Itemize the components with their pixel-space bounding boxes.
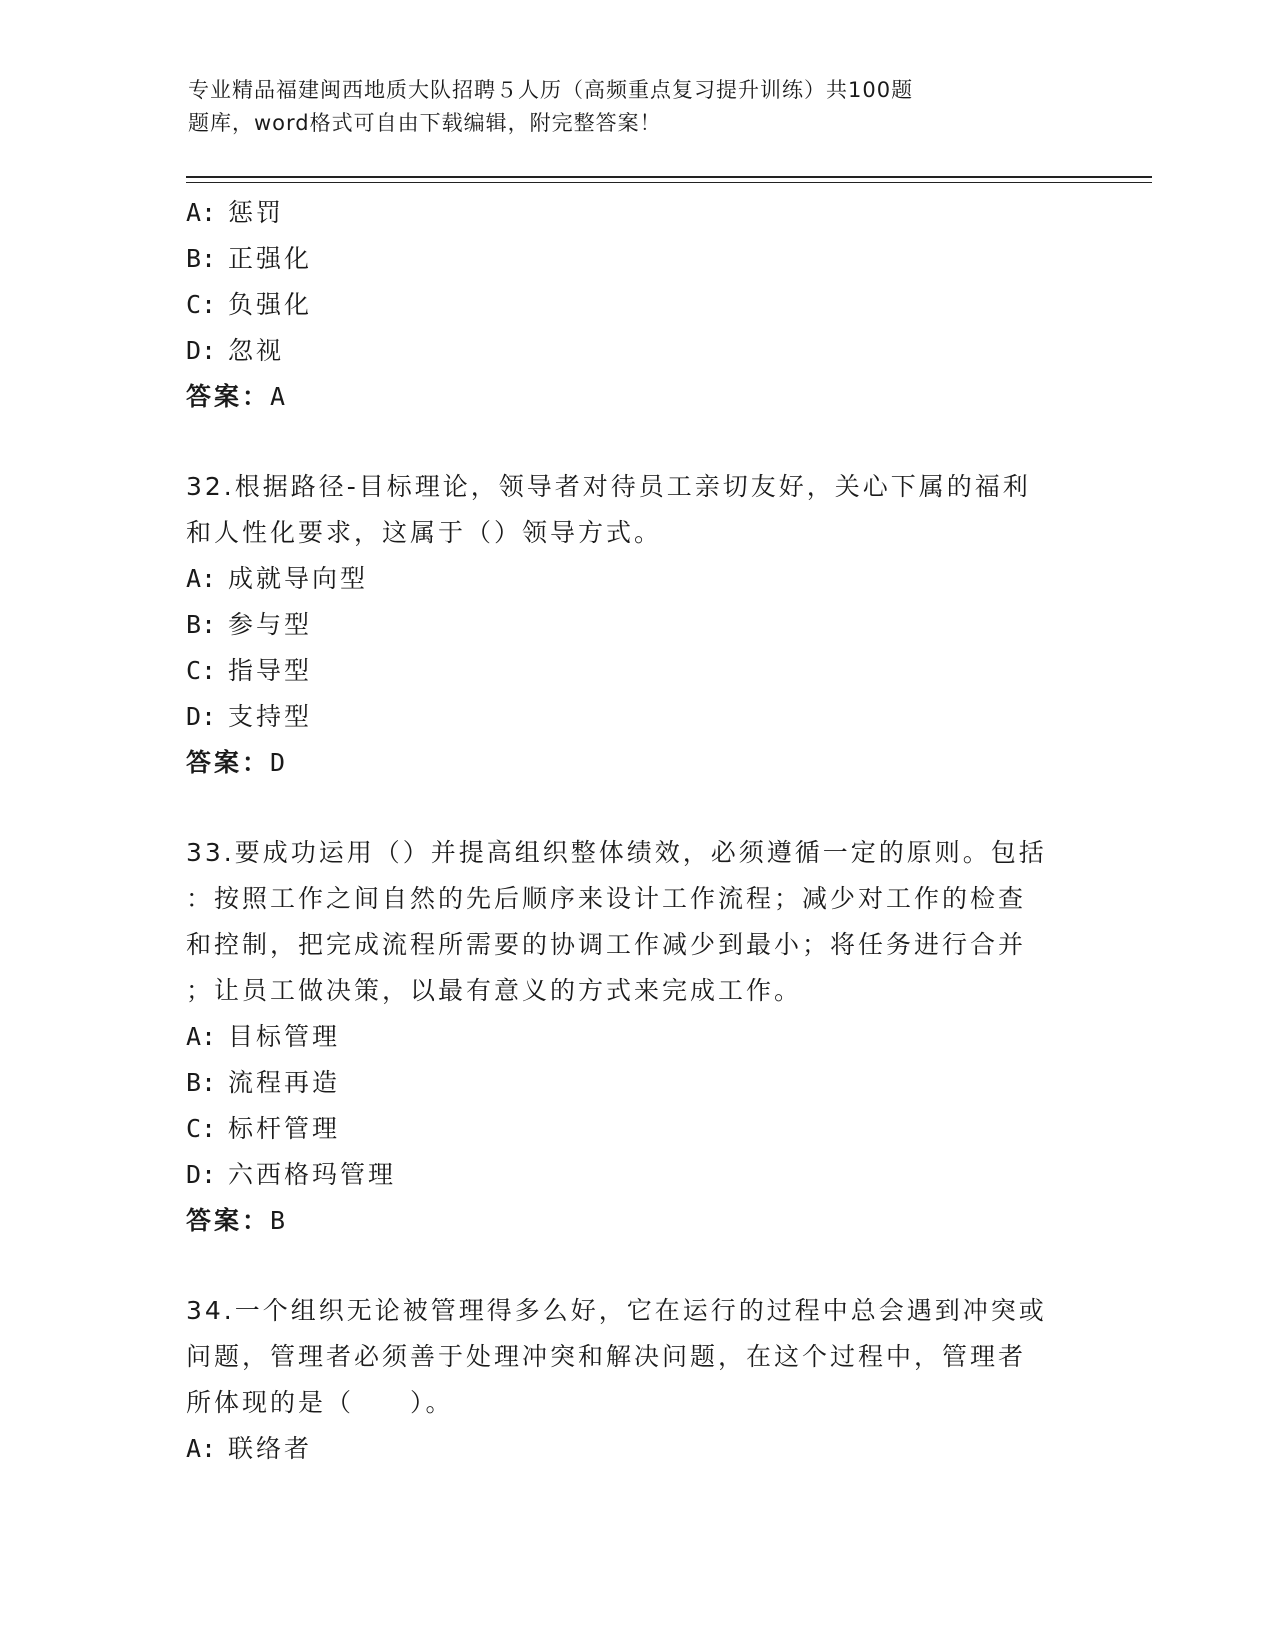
option-d <box>186 694 1086 740</box>
option-text: 流程再造 <box>228 1068 341 1097</box>
option-text: 成就导向型 <box>228 564 369 593</box>
option-a <box>186 1014 1086 1060</box>
answer-label: 答案： <box>186 382 271 411</box>
answer-label: 答案： <box>186 1206 271 1235</box>
option-letter: B: <box>186 244 217 273</box>
option-d <box>186 1152 1086 1198</box>
option-letter: B: <box>186 610 217 639</box>
question-content <box>186 190 1086 1472</box>
option-letter: A: <box>186 564 217 593</box>
question-spacer <box>186 1244 1086 1288</box>
option-c <box>186 1106 1086 1152</box>
option-letter: D: <box>186 336 217 365</box>
question-stem-line: 所体现的是（ ）。 <box>186 1388 454 1417</box>
option-text: 惩罚 <box>228 198 285 227</box>
option-b <box>186 1060 1086 1106</box>
option-b <box>186 602 1086 648</box>
option-c <box>186 648 1086 694</box>
answer-line <box>186 374 1086 420</box>
option-letter: C: <box>186 656 217 685</box>
option-text: 参与型 <box>228 610 313 639</box>
option-text: 六西格玛管理 <box>228 1160 397 1189</box>
question-stem-line: ；让员工做决策，以最有意义的方式来完成工作。 <box>186 976 803 1005</box>
option-letter: D: <box>186 702 217 731</box>
question-stem-line: 34.一个组织无论被管理得多么好，它在运行的过程中总会遇到冲突或 <box>186 1296 1047 1325</box>
header-divider-thick <box>186 176 1152 178</box>
answer-value: A <box>270 382 286 411</box>
answer-value: B <box>270 1206 286 1235</box>
option-d <box>186 328 1086 374</box>
option-text: 标杆管理 <box>228 1114 341 1143</box>
answer-label: 答案： <box>186 748 271 777</box>
option-letter: D: <box>186 1160 217 1189</box>
option-text: 联络者 <box>228 1434 313 1463</box>
option-text: 负强化 <box>228 290 313 319</box>
option-a <box>186 190 1086 236</box>
option-a <box>186 556 1086 602</box>
question-spacer <box>186 786 1086 830</box>
option-text: 忽视 <box>228 336 285 365</box>
question-stem-line: 问题，管理者必须善于处理冲突和解决问题，在这个过程中，管理者 <box>186 1342 1027 1371</box>
question-spacer <box>186 420 1086 464</box>
option-letter: C: <box>186 1114 217 1143</box>
option-letter: A: <box>186 198 217 227</box>
question-stem-line: 和人性化要求，这属于（）领导方式。 <box>186 518 663 547</box>
question-33 <box>186 830 1086 1244</box>
option-letter: A: <box>186 1434 217 1463</box>
header-title-line-1: 专业精品福建闽西地质大队招聘５人历（高频重点复习提升训练）共100题 <box>188 78 914 102</box>
option-c <box>186 282 1086 328</box>
header-divider-thin <box>186 182 1152 183</box>
option-letter: A: <box>186 1022 217 1051</box>
option-text: 指导型 <box>228 656 313 685</box>
option-a <box>186 1426 1086 1472</box>
option-text: 正强化 <box>228 244 313 273</box>
question-stem-line: 和控制，把完成流程所需要的协调工作减少到最小；将任务进行合并 <box>186 930 1027 959</box>
answer-value: D <box>270 748 286 777</box>
option-letter: C: <box>186 290 217 319</box>
answer-line <box>186 740 1086 786</box>
question-32 <box>186 464 1086 786</box>
question-stem-line: 32.根据路径-目标理论，领导者对待员工亲切友好，关心下属的福利 <box>186 472 1031 501</box>
answer-line <box>186 1198 1086 1244</box>
option-letter: B: <box>186 1068 217 1097</box>
option-text: 支持型 <box>228 702 313 731</box>
question-34 <box>186 1288 1086 1472</box>
header-title-line-2: 题库，word格式可自由下载编辑，附完整答案！ <box>188 111 662 135</box>
document-header <box>188 74 1028 140</box>
option-b <box>186 236 1086 282</box>
option-text: 目标管理 <box>228 1022 341 1051</box>
question-31 <box>186 190 1086 420</box>
question-stem-line: 33.要成功运用（）并提高组织整体绩效，必须遵循一定的原则。包括 <box>186 838 1047 867</box>
question-stem-line: ：按照工作之间自然的先后顺序来设计工作流程；减少对工作的检查 <box>186 884 1027 913</box>
